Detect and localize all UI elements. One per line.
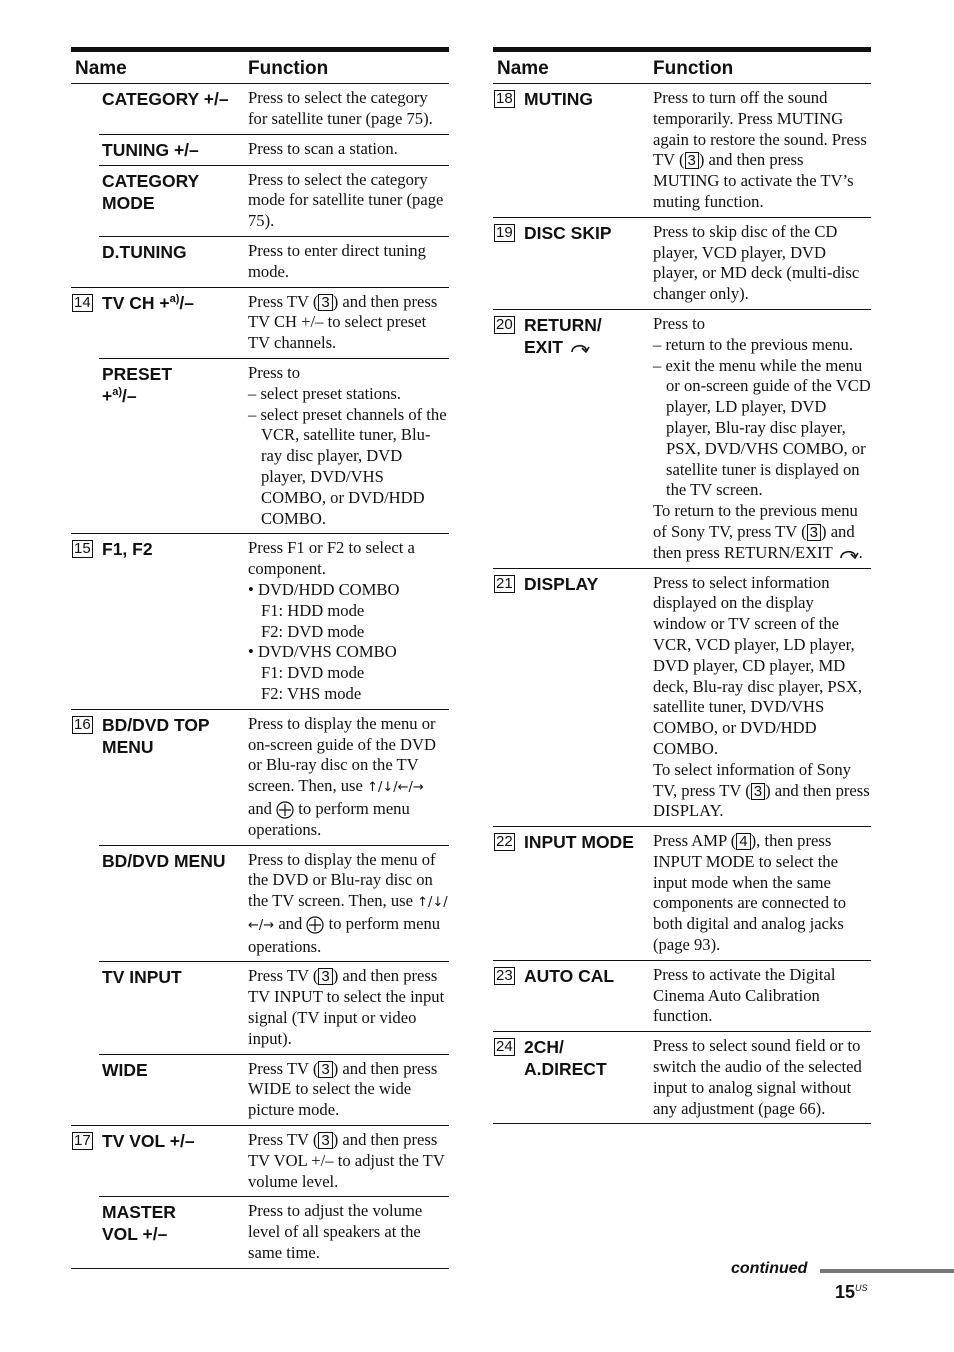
key-number: 4 [736,833,750,850]
key-number: 3 [807,524,821,541]
key-name: PRESET +$^{a)}$/– [99,358,244,533]
table-row [493,84,871,218]
header-function: Function [649,50,871,84]
key-name: TUNING +/– [99,134,244,165]
key-function: Press TV ( 3 ) and then press WIDE to select the wide picture mode. [244,1054,449,1125]
key-function: Press to enter direct tuning mode. [244,236,449,287]
key-function: Press to display the menu of the DVD or Blu-ray disc on the TV screen. Then, use ↑/↓/←/→ and to perform menu operations. [244,845,449,962]
left-function-table [71,47,449,1269]
key-function: Press to activate the Digital Cinema Auto Calibration function. [649,960,871,1031]
table-row [493,217,871,309]
table-row [71,84,449,135]
item-number: 14 [74,293,91,311]
arrow-keys-icon: ↑/↓/←/→ [248,895,448,933]
table-row [493,960,871,1031]
item-number: 22 [496,833,513,851]
key-function: Press AMP ( 4 ), then press INPUT MODE to select the input mode when the same components are connected to both digital and analog jacks (page 93). [649,827,871,961]
key-number: 3 [685,152,699,169]
continued-rule [820,1269,954,1273]
item-number: 18 [496,90,513,107]
page-number: $15^{US}$ [835,1282,868,1302]
enter-button-icon [276,801,294,819]
right-function-table [493,47,871,1124]
key-function: Press to scan a station. [244,134,449,165]
key-number: 3 [318,1061,332,1078]
key-name: F1, F2 [99,534,244,709]
item-number: 20 [496,315,513,333]
arrow-keys-icon: ↑/↓/←/→ [367,780,424,796]
key-function: Press TV ( 3 ) and then press TV INPUT to select the input signal (TV input or video input). [244,962,449,1054]
key-name: TV INPUT [99,962,244,1054]
key-function: Press to display the menu or on-screen guide of the DVD or Blu-ray disc on the TV screen. Then, use ↑/↓/←/→ and to perform menu operations. [244,709,449,845]
enter-button-icon [306,916,324,934]
key-function: Press to – return to the previous menu. – exit the menu while the menu or on-screen guide of the VCD player, LD player, DVD player, Blu-ray disc player, PSX, DVD/VHS COMBO, or satellite tuner is displayed on the TV screen. To return to the previous menu of Sony TV, press TV ( 3 ) and then press RETURN/EXIT . [649,309,871,568]
key-number: 3 [751,783,765,800]
key-function: Press F1 or F2 to select a component. • DVD/HDD COMBO F1: HDD mode F2: DVD mode • DVD/VHS COMBO F1: DVD mode F2: VHS mode [244,534,449,709]
key-function: Press TV ( 3 ) and then press TV CH +/– to select preset TV channels. [244,287,449,358]
return-exit-icon [568,341,590,355]
header-function: Function [244,50,449,84]
table-row [71,236,449,287]
key-name: MUTING [521,84,649,218]
key-name: CATEGORY +/– [99,84,244,135]
table-row [71,358,449,533]
table-row [71,1197,449,1268]
key-name: MASTER VOL +/– [99,1197,244,1268]
left-column [71,47,449,1269]
key-function: Press to select the category for satellite tuner (page 75). [244,84,449,135]
key-number: 3 [318,294,332,311]
key-name: TV VOL +/– [99,1126,244,1197]
table-row [493,1032,871,1124]
table-row [493,309,871,568]
key-name: INPUT MODE [521,827,649,961]
key-name: RETURN/ EXIT [521,309,649,568]
key-function: Press to skip disc of the CD player, VCD player, DVD player, or MD deck (multi-disc changer only). [649,217,871,309]
table-row [71,165,449,236]
right-column [493,47,871,1124]
table-row [493,827,871,961]
key-name: DISPLAY [521,568,649,827]
key-name: BD/DVD MENU [99,845,244,962]
return-exit-icon [837,547,859,561]
table-row [71,287,449,358]
table-row [71,709,449,845]
key-name: WIDE [99,1054,244,1125]
item-number: 21 [496,574,513,592]
key-function: Press TV ( 3 ) and then press TV VOL +/– to adjust the TV volume level. [244,1126,449,1197]
table-row [71,534,449,709]
key-name: TV CH +$^{a)}$/– [99,287,244,358]
key-name: AUTO CAL [521,960,649,1031]
key-function: Press to turn off the sound temporarily. Press MUTING again to restore the sound. Press TV ( 3 ) and then press MUTING to activate the TV’s muting function. [649,84,871,218]
item-number: 15 [74,540,91,558]
key-number: 3 [318,1132,332,1149]
table-row [71,845,449,962]
table-row [71,1054,449,1125]
table-row [71,1126,449,1197]
key-number: 3 [318,968,332,985]
key-name: 2CH/ A.DIRECT [521,1032,649,1124]
header-name: Name [71,50,244,84]
item-number: 17 [74,1132,91,1150]
item-number: 19 [496,223,513,241]
key-function: Press to select sound field or to switch the audio of the selected input to analog signal without any adjustment (page 66). [649,1032,871,1124]
key-name: BD/DVD TOP MENU [99,709,244,845]
continued-label: continued [731,1260,808,1277]
item-number: 24 [496,1038,513,1056]
key-function: Press to select the category mode for satellite tuner (page 75). [244,165,449,236]
key-function: Press to adjust the volume level of all speakers at the same time. [244,1197,449,1268]
key-name: CATEGORY MODE [99,165,244,236]
table-row [71,962,449,1054]
item-number: 16 [74,715,91,733]
header-name: Name [493,50,649,84]
table-row [71,134,449,165]
key-function: Press to select information displayed on the display window or TV screen of the VCR, VCD player, LD player, DVD player, CD player, MD deck, Blu-ray disc player, PSX, satellite tuner, DVD/VHS COMBO, or DVD/HDD COMBO. To select information of Sony TV, press TV ( 3 ) and then press DISPLAY. [649,568,871,827]
table-row [493,568,871,827]
key-name: D.TUNING [99,236,244,287]
key-function: Press to – select preset stations. – select preset channels of the VCR, satellite tuner, Blu-ray disc player, DVD player, DVD/VHS COMBO, or DVD/HDD COMBO. [244,358,449,533]
item-number: 23 [496,966,513,984]
key-name: DISC SKIP [521,217,649,309]
